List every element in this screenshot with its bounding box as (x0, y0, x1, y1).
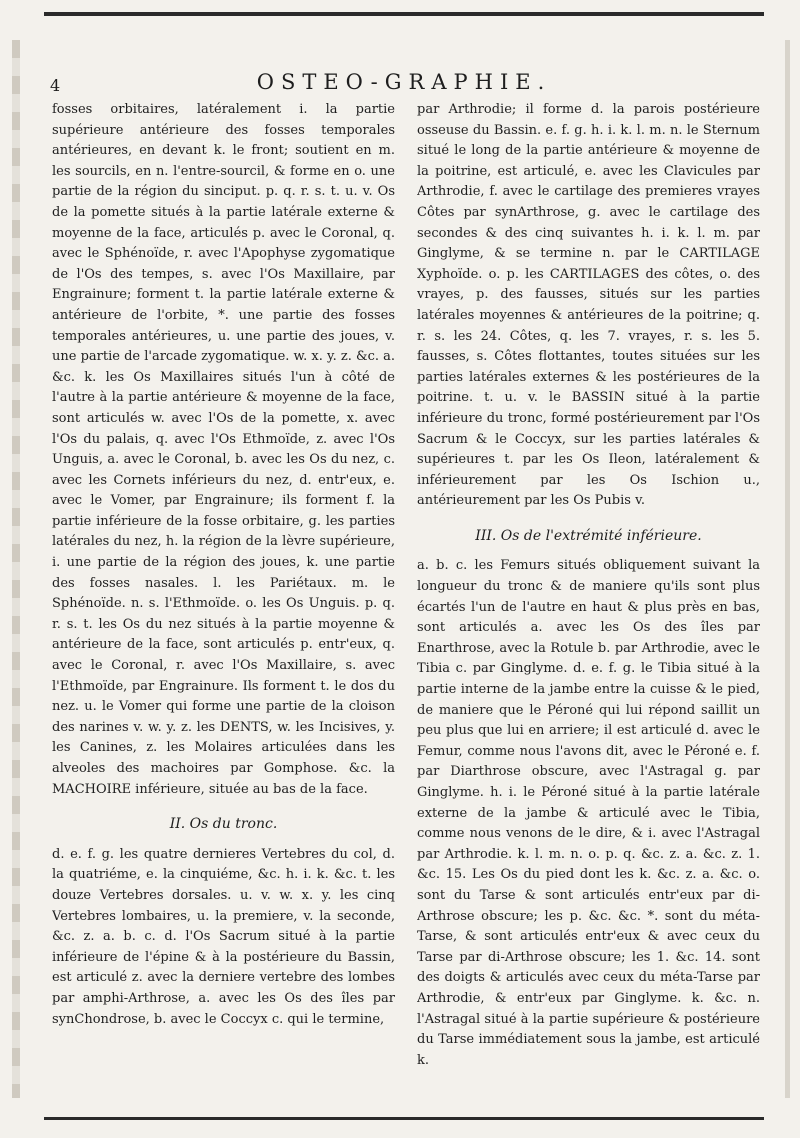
page-number: 4 (50, 76, 61, 95)
page-header (44, 70, 764, 96)
left-page-edge (12, 40, 20, 1098)
text-columns (52, 100, 760, 1093)
top-rule (44, 12, 764, 16)
left-paragraph-2: d. e. f. g. les quatre dernieres Vertebres du col, d. la quatriéme, e. la cinquiéme, &c. h. i. k. &c. t. les douze Vertebres dorsales. u. v. w. x. y. les cinq Vertebres lombaires, u. la premiere, v. la seconde, &c. z. a. b. c. d. l'Os Sacrum situé à la partie inférieure de l'épine & à la postérieure du Bassin, est articulé z. avec la derniere vertebre des lombes par amphi-Arthrose, a. avec les Os des îles par synChondrose, b. avec le Coccyx c. qui le termine, (52, 846, 395, 1027)
right-column (417, 100, 760, 1093)
left-column (52, 100, 395, 1093)
right-page-edge (785, 40, 790, 1098)
section-heading-trunk: II. Os du tronc. (169, 816, 278, 833)
left-paragraph-1: fosses orbitaires, latéralement i. la partie supérieure antérieure des fosses temporales antérieures, en devant k. le front; soutient en m. les sourcils, en n. l'entre-sourcil, & forme en o. une partie de la région du sinciput. p. q. r. s. t. u. v. Os de la pomette situés à la partie latérale externe & moyenne de la face, articulés p. avec le Coronal, q. avec le Sphénoïde, r. avec l'Apophyse zygomatique de l'Os des tempes, s. avec l'Os Maxillaire, par Engrainure; forment t. la partie latérale externe & antérieure de l'orbite, *. une partie des fosses temporales antérieures, u. une partie des joues, v. une partie de l'arcade zygomatique. w. x. y. z. &c. a. &c. k. les Os Maxillaires situés l'un à côté de l'autre à la partie antérieure & moyenne de la face, sont articulés w. avec l'Os de la pomette, x. avec l'Os du palais, q. avec l'Os Ethmoïde, z. avec l'Os Unguis, a. avec le Coronal, b. avec les Os du nez, c. avec les Cornets inférieurs du nez, d. entr'eux, e. avec le Vomer, par Engrainure; ils forment f. la partie inférieure de la fosse orbitaire, g. les parties latérales du nez, h. la région de la lèvre supérieure, i. une partie de la région des joues, k. une partie des fosses nasales. l. les Pariétaux. m. le Sphénoïde. n. s. l'Ethmoïde. o. les Os Unguis. p. q. r. s. t. les Os du nez situés à la partie moyenne & antérieure de la face, sont articulés p. entr'eux, q. avec le Coronal, r. avec l'Os Maxillaire, s. avec l'Ethmoïde, par Engrainure. Ils forment t. le dos du nez. u. le Vomer qui forme une partie de la cloison des narines v. w. y. z. les DENTS, w. les Incisives, y. les Canines, z. les Molaires articulées dans les alveoles des machoires par Gomphose. &c. la MACHOIRE inférieure, située au bas de la face. (52, 102, 395, 797)
section-heading-lower-limb: III. Os de l'extrémité inférieure. (475, 527, 702, 544)
running-title: OSTEO-GRAPHIE. (256, 70, 552, 94)
right-paragraph-2: a. b. c. les Femurs situés obliquement suivant la longueur du tronc & de maniere qu'ils sont plus écartés l'un de l'autre en haut & plus près en bas, sont articulés a. avec les Os des îles par Enarthrose, avec la Rotule b. par Arthrodie, avec le Tibia c. par Ginglyme. d. e. f. g. le Tibia situé à la partie interne de la jambe entre la cuisse & le pied, de maniere que le Péroné qui lui répond saillit un peu plus que lui en arriere; il est articulé d. avec le Femur, comme nous l'avons dit, avec le Péroné e. f. par Diarthrose obscure, avec l'Astragal g. par Ginglyme. h. i. le Péroné situé à la partie latérale externe de la jambe & articulé avec le Tibia, comme nous venons de le dire, & i. avec l'Astragal par Arthrodie. k. l. m. n. o. p. q. &c. z. a. &c. z. 1. &c. 15. Les Os du pied dont les k. &c. z. a. &c. o. sont du Tarse & sont articulés entr'eux par di-Arthrose obscure; les p. &c. &c. *. sont du méta-Tarse, & sont articulés entr'eux & avec ceux du Tarse par di-Arthrose obscure; les 1. &c. 14. sont des doigts & articulés avec ceux du méta-Tarse par Arthrodie, & entr'eux par Ginglyme. k. &c. n. l'Astragal situé à la partie supérieure & postérieure du Tarse immédiatement sous la jambe, est articulé k. (417, 558, 760, 1068)
bottom-rule (44, 1117, 764, 1120)
right-paragraph-1: par Arthrodie; il forme d. la parois postérieure osseuse du Bassin. e. f. g. h. i. k. l. m. n. le Sternum situé le long de la partie antérieure & moyenne de la poitrine, est articulé, e. avec les Clavicules par Arthrodie, f. avec le cartilage des premieres vrayes Côtes par synArthrose, g. avec le cartilage des secondes & des cinq suivantes h. i. k. l. m. par Ginglyme, & se termine n. par le CARTILAGE Xyphoïde. o. p. les CARTILAGES des côtes, o. des vrayes, p. des fausses, situés sur les parties latérales moyennes & antérieures de la poitrine; q. r. s. les 24. Côtes, q. les 7. vrayes, r. s. les 5. fausses, s. Côtes flottantes, toutes situées sur les parties latérales externes & les postérieures de la poitrine. t. u. v. le BASSIN situé à la partie inférieure du tronc, formé postérieurement par l'Os Sacrum & le Coccyx, sur les parties latérales & supérieures t. par les Os Ileon, latéralement & inférieurement par les Os Ischion u., antérieurement par les Os Pubis v. (417, 102, 760, 509)
